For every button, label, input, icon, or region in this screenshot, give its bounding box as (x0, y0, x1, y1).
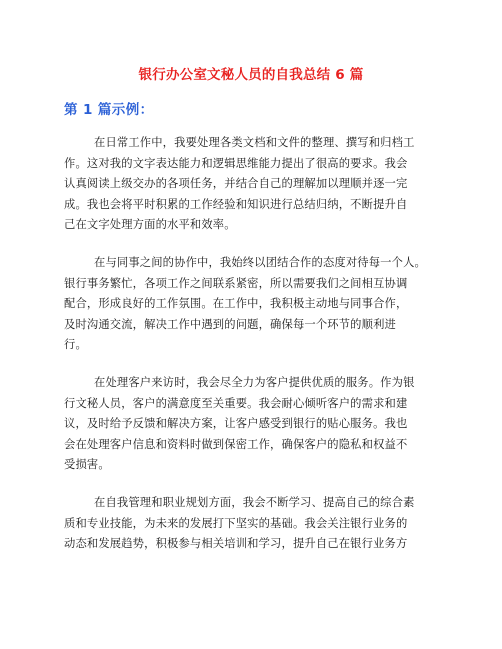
paragraph-line: 配合，形成良好的工作氛围。在工作中，我积极主动地与同事合作， (64, 297, 408, 310)
paragraph-line: 受损害。 (64, 458, 110, 471)
document-title: 银行办公室文秘人员的自我总结 6 篇 (138, 67, 364, 83)
paragraph-line: 在日常工作中，我要处理各类文档和文件的整理、撰写和归档工 (94, 136, 415, 149)
paragraph-4 (64, 493, 444, 555)
paragraph-line: 在自我管理和职业规划方面，我会不断学习、提高自己的综合素 (94, 496, 415, 509)
paragraph-line: 成。我也会将平时积累的工作经验和知识进行总结归纳，不断提升自 (64, 197, 408, 211)
paragraph-line: 作。这对我的文字表达能力和逻辑思维能力提出了很高的要求。我会 (64, 156, 408, 170)
section-heading: 第 1 篇示例： (64, 102, 154, 118)
paragraph-line: 会在处理客户信息和资料时做到保密工作，确保客户的隐私和权益不 (64, 437, 408, 451)
paragraph-line: 议，及时给予反馈和解决方案，让客户感受到银行的贴心服务。我也 (64, 417, 408, 430)
paragraph-line: 在处理客户来访时，我会尽全力为客户提供优质的服务。作为银 (94, 376, 415, 389)
paragraph-2 (64, 253, 444, 356)
paragraph-line: 银行事务繁忙，各项工作之间联系紧密，所以需要我们之间相互协调 (64, 276, 408, 290)
paragraph-line: 及时沟通交流，解决工作中遇到的问题，确保每一个环节的顺利进 (64, 317, 396, 331)
paragraph-line: 质和专业技能，为未来的发展打下坚实的基础。我会关注银行业务的 (64, 516, 408, 530)
paragraph-line: 认真阅读上级交办的各项任务，并结合自己的理解加以理顺并逐一完 (64, 177, 408, 190)
paragraph-line: 行。 (64, 338, 87, 351)
paragraph-3 (64, 373, 444, 476)
paragraph-line: 动态和发展趋势，积极参与相关培训和学习，提升自己在银行业务方 (64, 537, 408, 550)
paragraph-line: 在与同事之间的协作中，我始终以团结合作的态度对待每一个人。 (94, 256, 426, 269)
paragraph-line: 行文秘人员，客户的满意度至关重要。我会耐心倾听客户的需求和建 (64, 396, 408, 410)
paragraph-1 (64, 133, 444, 236)
paragraph-line: 己在文字处理方面的水平和效率。 (64, 218, 236, 231)
